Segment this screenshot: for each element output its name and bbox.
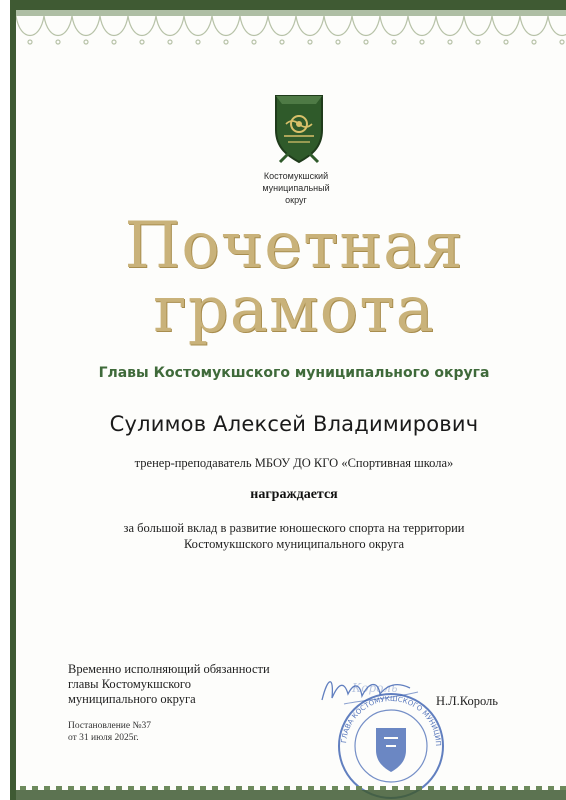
signer-title	[68, 662, 328, 707]
award-reason	[56, 520, 532, 552]
certificate-title-line-2: грамота	[153, 273, 435, 347]
certificate-title-line-1: Почетная	[124, 209, 464, 283]
handwritten-signature	[314, 670, 424, 710]
decree-line-2: от 31 июля 2025г.	[68, 733, 139, 743]
signer-line-2: главы Костомукшского	[68, 677, 191, 691]
org-line-1: Костомукшский	[263, 171, 329, 181]
certificate-page	[10, 0, 566, 800]
signature-text: Король	[352, 681, 398, 695]
organization-name	[216, 170, 376, 206]
signer-line-1: Временно исполняющий обязанности	[68, 662, 270, 676]
awardee-position: тренер-преподаватель МБОУ ДО КГО «Спортивная школа»	[134, 456, 454, 470]
ornamental-border-top	[16, 2, 566, 62]
reason-line-2: Костомукшского муниципального округа	[183, 537, 405, 551]
org-line-3: округ	[285, 195, 307, 205]
coat-of-arms-icon	[270, 90, 328, 168]
decree-line-1: Постановление №37	[68, 721, 152, 731]
signer-line-3: муниципального округа	[68, 692, 196, 706]
awardee-name: Сулимов Алексей Владимирович	[109, 412, 479, 436]
org-line-2: муниципальный	[262, 183, 330, 193]
seal-text: ГЛАВА КОСТОМУКШСКОГО МУНИЦИП	[340, 694, 443, 747]
awarded-label: награждается	[250, 487, 338, 502]
reason-line-1: за большой вклад в развитие юношеского спорта на территории	[123, 521, 465, 535]
ornamental-border-bottom	[16, 786, 566, 800]
certificate-subtitle: Главы Костомукшского муниципального округа	[98, 365, 490, 381]
decree-reference	[68, 720, 151, 744]
signer-name: Н.Л.Король	[436, 694, 498, 708]
